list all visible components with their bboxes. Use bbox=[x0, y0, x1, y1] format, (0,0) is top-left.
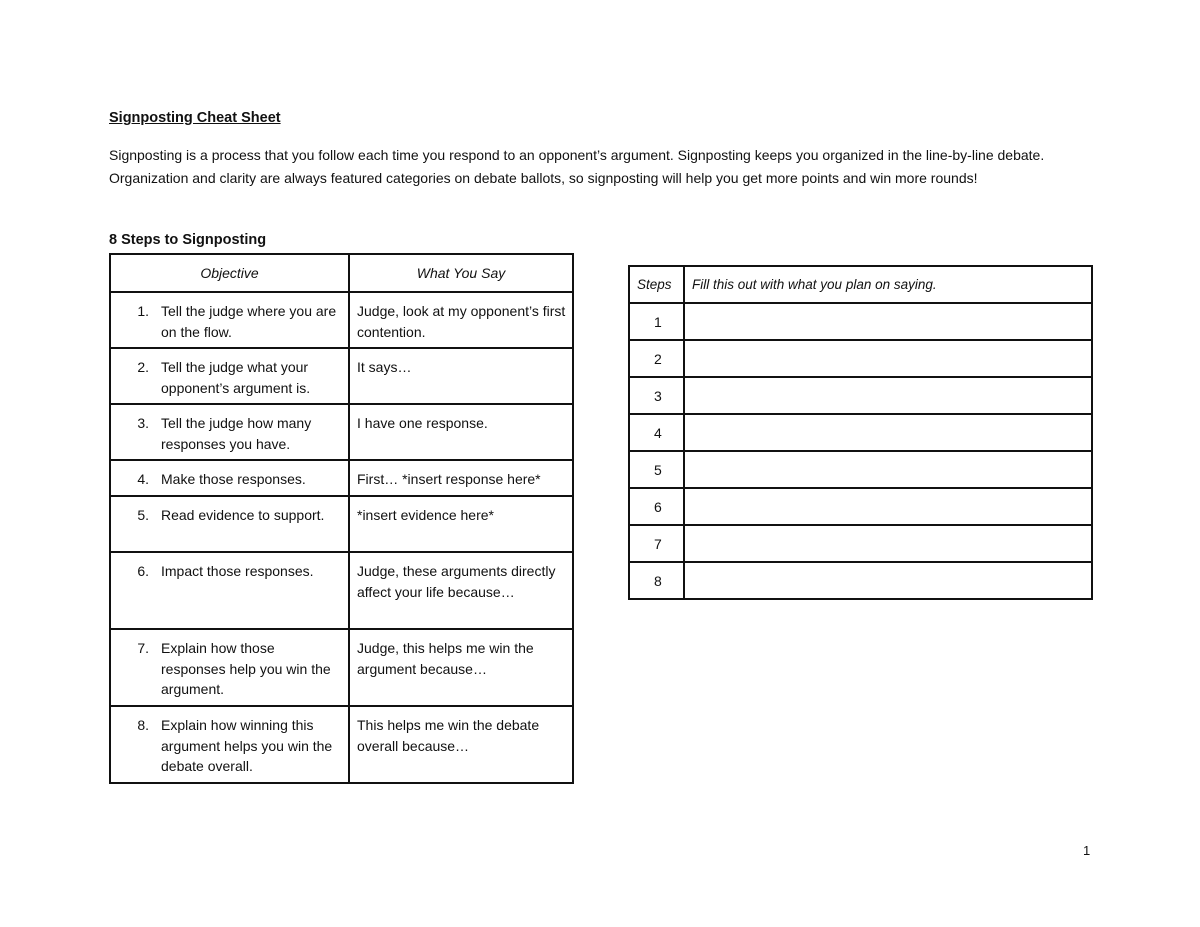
page-number: 1 bbox=[1083, 843, 1091, 858]
what-you-say-text: Judge, these arguments directly affect your life because… bbox=[357, 563, 556, 600]
steps-column-header: Steps bbox=[629, 266, 684, 303]
what-you-say-text: Judge, this helps me win the argument because… bbox=[357, 640, 534, 677]
what-you-say-text: This helps me win the debate overall because… bbox=[357, 717, 540, 754]
table-row bbox=[629, 488, 1092, 525]
step-number: 7. bbox=[137, 640, 149, 656]
step-number: 5 bbox=[629, 451, 684, 488]
table-row bbox=[110, 629, 573, 706]
what-you-say-text: Judge, look at my opponent’s first contention. bbox=[357, 303, 566, 340]
table-row bbox=[110, 292, 573, 348]
plan-entry-cell[interactable] bbox=[684, 340, 1092, 377]
step-number: 2. bbox=[137, 359, 149, 375]
what-you-say-column-header: What You Say bbox=[349, 254, 573, 292]
plan-entry-cell[interactable] bbox=[684, 451, 1092, 488]
plan-entry-cell[interactable] bbox=[684, 525, 1092, 562]
step-number: 4 bbox=[629, 414, 684, 451]
signposting-steps-table bbox=[109, 253, 574, 784]
plan-column-header: Fill this out with what you plan on saying. bbox=[684, 266, 1092, 303]
table-row bbox=[110, 552, 573, 629]
table-row bbox=[629, 562, 1092, 599]
objective-text: Tell the judge how many responses you have. bbox=[161, 415, 312, 452]
table-row bbox=[110, 404, 573, 460]
step-number: 4. bbox=[137, 471, 149, 487]
table-row bbox=[110, 706, 573, 783]
step-number: 1 bbox=[629, 303, 684, 340]
step-number: 3 bbox=[629, 377, 684, 414]
what-you-say-text: It says… bbox=[357, 359, 412, 375]
plan-entry-cell[interactable] bbox=[684, 303, 1092, 340]
table-row bbox=[629, 525, 1092, 562]
what-you-say-text: *insert evidence here* bbox=[357, 507, 494, 523]
table-row bbox=[110, 496, 573, 552]
table-row bbox=[629, 340, 1092, 377]
objective-text: Explain how those responses help you win the argument. bbox=[161, 640, 331, 697]
what-you-say-text: First… *insert response here* bbox=[357, 471, 541, 487]
objective-text: Impact those responses. bbox=[161, 563, 314, 579]
table-header-row bbox=[629, 266, 1092, 303]
section-heading: 8 Steps to Signposting bbox=[109, 232, 267, 248]
plan-entry-cell[interactable] bbox=[684, 488, 1092, 525]
step-number: 6. bbox=[137, 563, 149, 579]
table-row bbox=[629, 451, 1092, 488]
table-row bbox=[629, 377, 1092, 414]
objective-text: Tell the judge what your opponent’s argument is. bbox=[161, 359, 311, 396]
step-number: 3. bbox=[137, 415, 149, 431]
intro-paragraph: Signposting is a process that you follow each time you respond to an opponent’s argument. Signposting keeps you organized in the line-by-line debate. Organization and clarity are always featured categories on debate ballots, so signposting will help you get more points and win more rounds! bbox=[109, 147, 1045, 186]
table-row bbox=[629, 414, 1092, 451]
objective-text: Tell the judge where you are on the flow. bbox=[161, 303, 337, 340]
table-row bbox=[110, 348, 573, 404]
objective-text: Read evidence to support. bbox=[161, 507, 325, 523]
objective-text: Make those responses. bbox=[161, 471, 306, 487]
step-number: 8. bbox=[137, 717, 149, 733]
objective-column-header: Objective bbox=[110, 254, 349, 292]
step-number: 5. bbox=[137, 507, 149, 523]
table-row bbox=[629, 303, 1092, 340]
table-header-row bbox=[110, 254, 573, 292]
plan-worksheet-table bbox=[628, 265, 1093, 600]
step-number: 1. bbox=[137, 303, 149, 319]
step-number: 6 bbox=[629, 488, 684, 525]
step-number: 8 bbox=[629, 562, 684, 599]
objective-text: Explain how winning this argument helps you win the debate overall. bbox=[161, 717, 333, 774]
step-number: 2 bbox=[629, 340, 684, 377]
step-number: 7 bbox=[629, 525, 684, 562]
what-you-say-text: I have one response. bbox=[357, 415, 488, 431]
plan-entry-cell[interactable] bbox=[684, 562, 1092, 599]
document-title: Signposting Cheat Sheet bbox=[109, 110, 281, 126]
table-row bbox=[110, 460, 573, 496]
plan-entry-cell[interactable] bbox=[684, 414, 1092, 451]
plan-entry-cell[interactable] bbox=[684, 377, 1092, 414]
